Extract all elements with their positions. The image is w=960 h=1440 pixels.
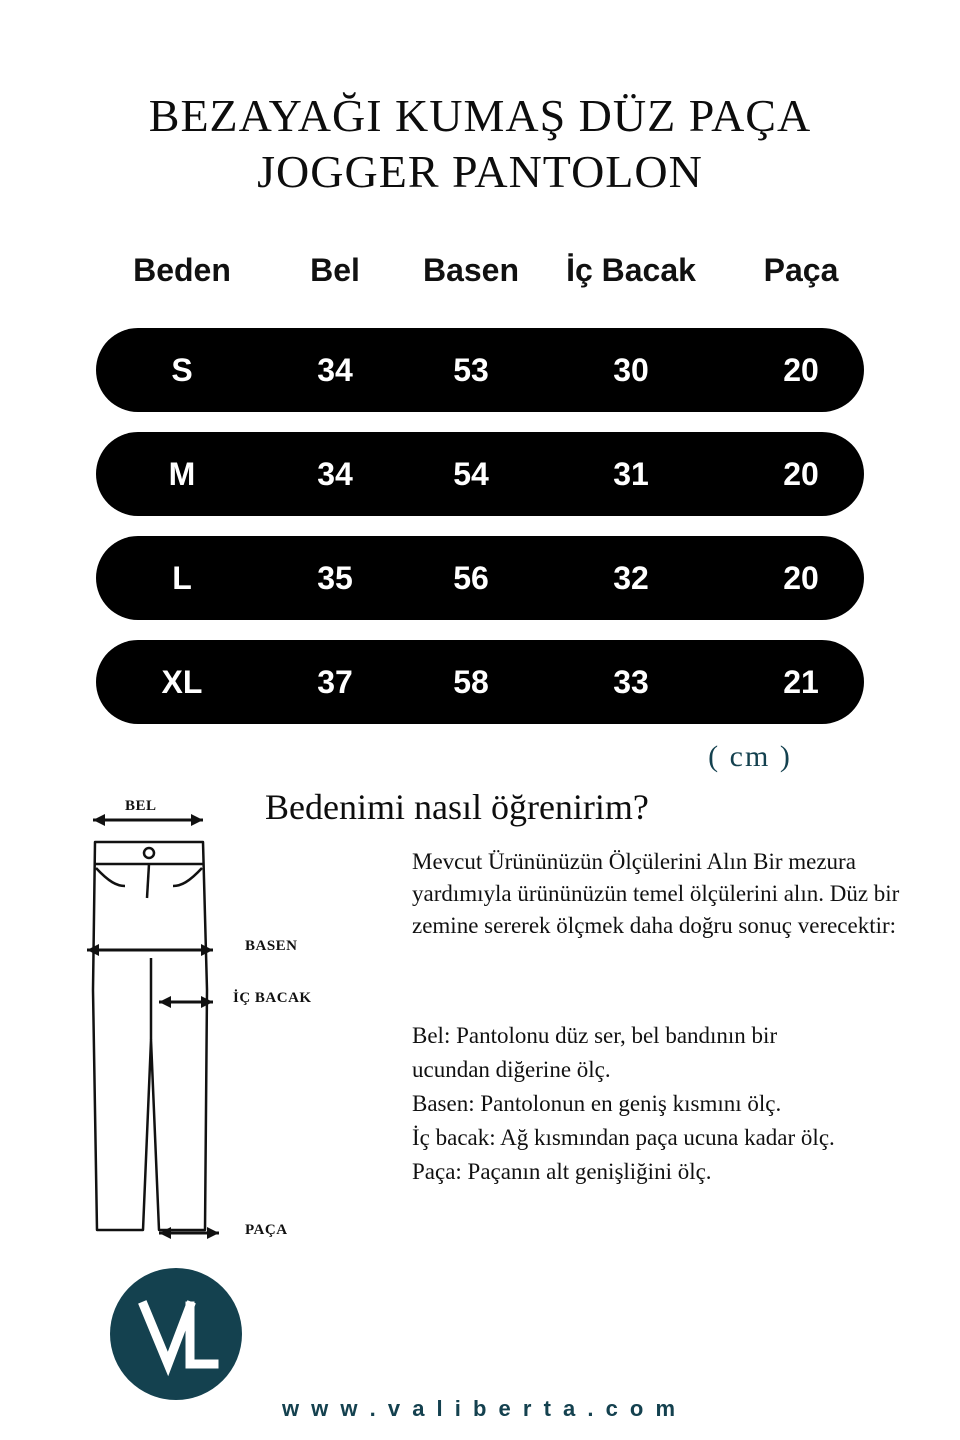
cell-bel: 34 <box>317 352 353 388</box>
column-header-basen: Basen <box>422 252 520 288</box>
table-row <box>96 328 864 412</box>
logo-monogram-icon <box>110 1268 242 1400</box>
howto-title: Bedenimi nasıl öğrenirim? <box>265 787 649 827</box>
cell-beden: L <box>172 560 192 596</box>
page-title <box>0 88 960 200</box>
diagram-label-basen: BASEN <box>245 938 298 954</box>
cell-paca: 20 <box>783 456 819 492</box>
cell-basen: 54 <box>453 456 489 492</box>
howto-line-basen: Basen: Pantolonun en geniş kısmını ölç. <box>412 1091 782 1116</box>
diagram-label-bel: BEL <box>125 798 157 814</box>
cell-beden: S <box>171 352 193 388</box>
title-line-1: BEZAYAĞI KUMAŞ DÜZ PAÇA <box>148 90 812 141</box>
howto-line-ic-bacak: İç bacak: Ağ kısmından paça ucuna kadar ölç. <box>412 1125 835 1150</box>
cell-paca: 20 <box>783 560 819 596</box>
cell-ic-bacak: 30 <box>613 352 649 388</box>
howto-line-bel-cont: ucundan diğerine ölç. <box>412 1057 611 1082</box>
cell-bel: 35 <box>317 560 353 596</box>
cell-ic-bacak: 31 <box>613 456 649 492</box>
diagram-label-paca: PAÇA <box>245 1222 288 1238</box>
brand-logo <box>110 1268 242 1400</box>
cell-paca: 20 <box>783 352 819 388</box>
cell-bel: 37 <box>317 664 353 700</box>
cell-basen: 56 <box>453 560 489 596</box>
cell-bel: 34 <box>317 456 353 492</box>
size-table-header <box>96 252 864 302</box>
column-header-beden: Beden <box>133 252 231 288</box>
cell-beden: XL <box>161 664 203 700</box>
table-row <box>96 536 864 620</box>
cell-basen: 58 <box>453 664 489 700</box>
diagram-label-ic-bacak: İÇ BACAK <box>233 990 312 1006</box>
website-url: w w w . v a l i b e r t a . c o m <box>281 1396 679 1421</box>
column-header-bel: Bel <box>310 252 360 288</box>
cell-ic-bacak: 32 <box>613 560 649 596</box>
column-header-paca: Paça <box>763 252 839 288</box>
cell-basen: 53 <box>453 352 489 388</box>
cell-ic-bacak: 33 <box>613 664 649 700</box>
table-row <box>96 640 864 724</box>
unit-note: ( cm ) <box>708 740 792 773</box>
howto-measure-list <box>412 1020 932 1190</box>
title-line-2: JOGGER PANTOLON <box>257 146 703 197</box>
column-header-ic-bacak: İç Bacak <box>566 252 696 288</box>
pants-diagram <box>55 790 395 1270</box>
cell-beden: M <box>168 456 196 492</box>
howto-line-paca: Paça: Paçanın alt genişliğini ölç. <box>412 1159 712 1184</box>
cell-paca: 21 <box>783 664 819 700</box>
howto-line-bel: Bel: Pantolonu düz ser, bel bandının bir <box>412 1023 778 1048</box>
table-row <box>96 432 864 516</box>
howto-paragraph-intro: Mevcut Ürününüzün Ölçülerini Alın Bir mezura yardımıyla ürününüzün temel ölçülerini alın. Düz bir zemine sererek ölçmek daha doğru sonuç verecektir: <box>412 849 900 938</box>
pants-outline-icon <box>55 790 395 1270</box>
